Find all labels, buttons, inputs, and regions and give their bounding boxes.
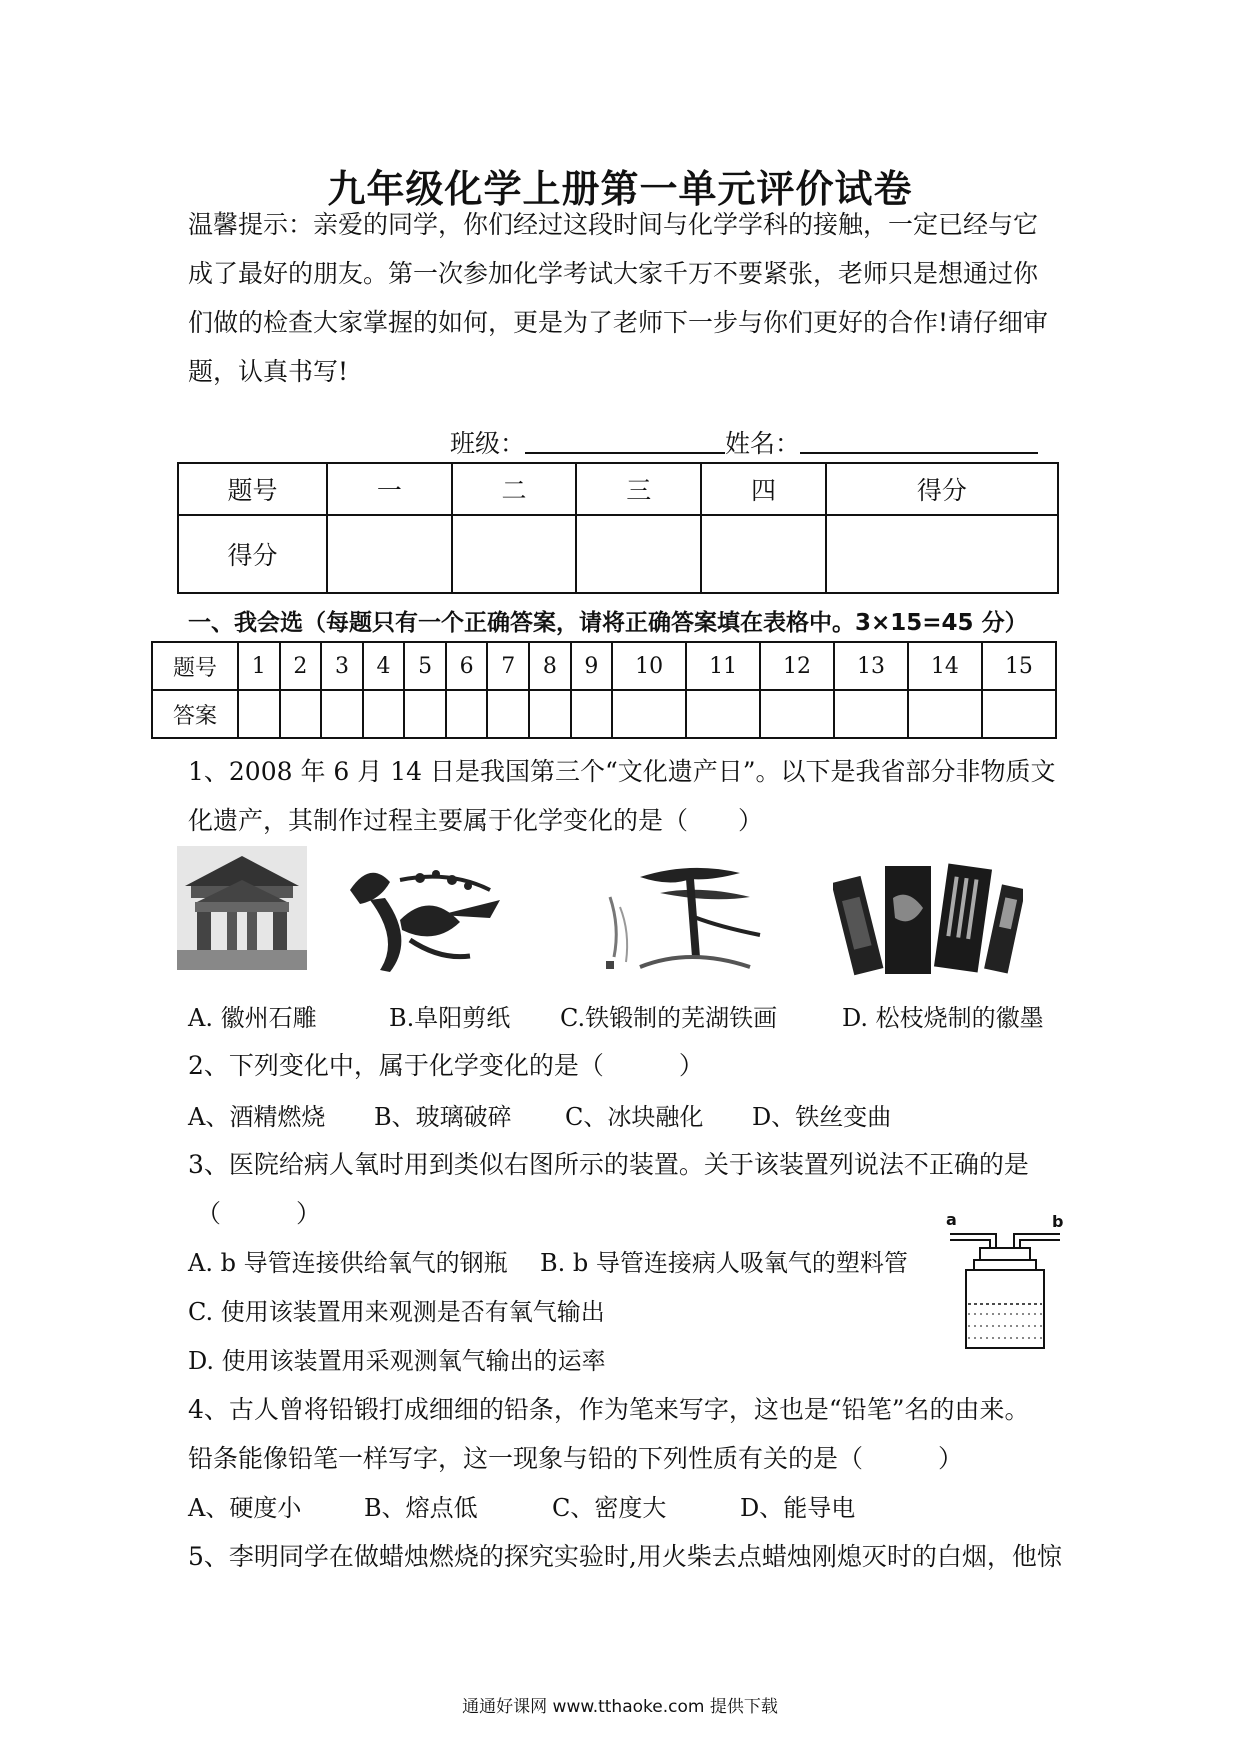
q3-option-b: B. b 导管连接病人吸氧气的塑料管 [540, 1249, 908, 1277]
name-label: 姓名： [725, 429, 801, 458]
footer-credit: 通通好课网 www.tthaoke.com 提供下载 [462, 1697, 778, 1717]
answer-number-cell: 10 [612, 642, 686, 690]
answer-input-cell[interactable] [686, 690, 760, 738]
answer-input-cell[interactable] [404, 690, 446, 738]
answer-number-cell: 9 [571, 642, 613, 690]
tube-label-a: a [946, 1210, 957, 1229]
answer-number-cell: 15 [982, 642, 1056, 690]
q2-option-c: C、冰块融化 [565, 1103, 704, 1131]
answer-input-cell[interactable] [571, 690, 613, 738]
answer-input-cell[interactable] [321, 690, 363, 738]
name-blank[interactable] [800, 430, 1038, 454]
q1-option-b: B.阜阳剪纸 [389, 1004, 511, 1032]
hui-ink-sticks-image [833, 858, 1023, 978]
answer-input-cell[interactable] [834, 690, 908, 738]
score-input-cell[interactable] [327, 515, 452, 593]
answer-number-cell: 7 [487, 642, 529, 690]
stone-archway-image [177, 846, 307, 970]
q4-line1: 4、古人曾将铅锻打成细细的铅条，作为笔来写字，这也是“铅笔”名的由来。 [188, 1395, 1030, 1424]
score-input-cell[interactable] [576, 515, 701, 593]
score-header-cell: 题号 [178, 463, 327, 515]
q5-line1: 5、李明同学在做蜡烛燃烧的探究实验时,用火柴去点蜡烛刚熄灭时的白烟，他惊 [188, 1542, 1062, 1571]
answer-input-cell[interactable] [982, 690, 1056, 738]
answer-number-cell: 4 [363, 642, 405, 690]
score-header-cell: 三 [576, 463, 701, 515]
q3-option-a: A. b 导管连接供给氧气的钢瓶 [188, 1249, 508, 1277]
class-blank[interactable] [525, 430, 725, 454]
q3-line2: （ ） [196, 1199, 322, 1228]
q1-option-a: A. 徽州石雕 [188, 1004, 317, 1032]
score-table [177, 462, 1059, 594]
q2-option-b: B、玻璃破碎 [374, 1103, 512, 1131]
q4-option-b: B、熔点低 [364, 1494, 478, 1522]
answer-number-cell: 13 [834, 642, 908, 690]
answer-number-cell: 12 [760, 642, 834, 690]
answer-number-cell: 3 [321, 642, 363, 690]
answer-number-cell: 11 [686, 642, 760, 690]
answer-row-label: 题号 [152, 642, 238, 690]
answer-number-cell: 5 [404, 642, 446, 690]
q1-line2: 化遗产，其制作过程主要属于化学变化的是（ ） [188, 806, 764, 835]
q1-option-d: D. 松枝烧制的徽墨 [842, 1004, 1044, 1032]
answer-input-cell[interactable] [529, 690, 571, 738]
q2-line1: 2、下列变化中，属于化学变化的是（ ） [188, 1051, 704, 1080]
score-input-cell[interactable] [452, 515, 577, 593]
answer-row-label: 答案 [152, 690, 238, 738]
q4-option-a: A、硬度小 [188, 1494, 302, 1522]
answer-input-cell[interactable] [612, 690, 686, 738]
score-input-cell[interactable] [826, 515, 1058, 593]
q3-option-d: D. 使用该装置用采观测氧气输出的运率 [188, 1347, 606, 1375]
score-header-cell: 四 [701, 463, 826, 515]
intro-text: 温馨提示：亲爱的同学，你们经过这段时间与化学学科的接触，一定已经与它成了最好的朋友。第一次参加化学考试大家千万不要紧张，老师只是想通过你们做的检查大家掌握的如何，更是为了老师下一步与你们更好的合作!请仔细审题，认真书写! [188, 210, 1049, 386]
section1-heading: 一、我会选（每题只有一个正确答案，请将正确答案填在表格中。3×15=45 分） [188, 610, 1028, 636]
student-info-line [450, 424, 1038, 460]
answer-input-cell[interactable] [908, 690, 982, 738]
q4-line2: 铅条能像铅笔一样写字，这一现象与铅的下列性质有关的是（ ） [188, 1444, 964, 1473]
answer-number-cell: 6 [446, 642, 488, 690]
score-input-cell[interactable] [701, 515, 826, 593]
score-row-label: 得分 [178, 515, 327, 593]
q4-option-c: C、密度大 [552, 1494, 667, 1522]
answer-input-cell[interactable] [446, 690, 488, 738]
q3-line1: 3、医院给病人氧时用到类似右图所示的装置。关于该装置列说法不正确的是 [188, 1150, 1029, 1179]
answer-input-cell[interactable] [238, 690, 280, 738]
q1-option-c: C.铁锻制的芜湖铁画 [560, 1004, 778, 1032]
answer-number-cell: 1 [238, 642, 280, 690]
answer-input-cell[interactable] [487, 690, 529, 738]
answer-input-cell[interactable] [363, 690, 405, 738]
q4-option-d: D、能导电 [740, 1494, 856, 1522]
q2-option-a: A、酒精燃烧 [188, 1103, 326, 1131]
answer-table [151, 641, 1057, 739]
tube-label-b: b [1052, 1212, 1064, 1231]
score-header-cell: 二 [452, 463, 577, 515]
score-header-cell: 得分 [826, 463, 1058, 515]
answer-number-cell: 14 [908, 642, 982, 690]
answer-input-cell[interactable] [280, 690, 322, 738]
score-header-cell: 一 [327, 463, 452, 515]
answer-input-cell[interactable] [760, 690, 834, 738]
q2-option-d: D、铁丝变曲 [752, 1103, 892, 1131]
answer-number-cell: 8 [529, 642, 571, 690]
paper-cut-image [340, 860, 505, 975]
class-label: 班级： [450, 429, 526, 458]
q1-line1: 1、2008 年 6 月 14 日是我国第三个“文化遗产日”。以下是我省部分非物质文 [188, 757, 1056, 786]
iron-painting-image [600, 857, 790, 977]
q3-option-c: C. 使用该装置用来观测是否有氧气输出 [188, 1298, 605, 1326]
page-title: 九年级化学上册第一单元评价试卷 [327, 167, 913, 211]
gas-bottle-diagram [944, 1210, 1064, 1352]
answer-number-cell: 2 [280, 642, 322, 690]
